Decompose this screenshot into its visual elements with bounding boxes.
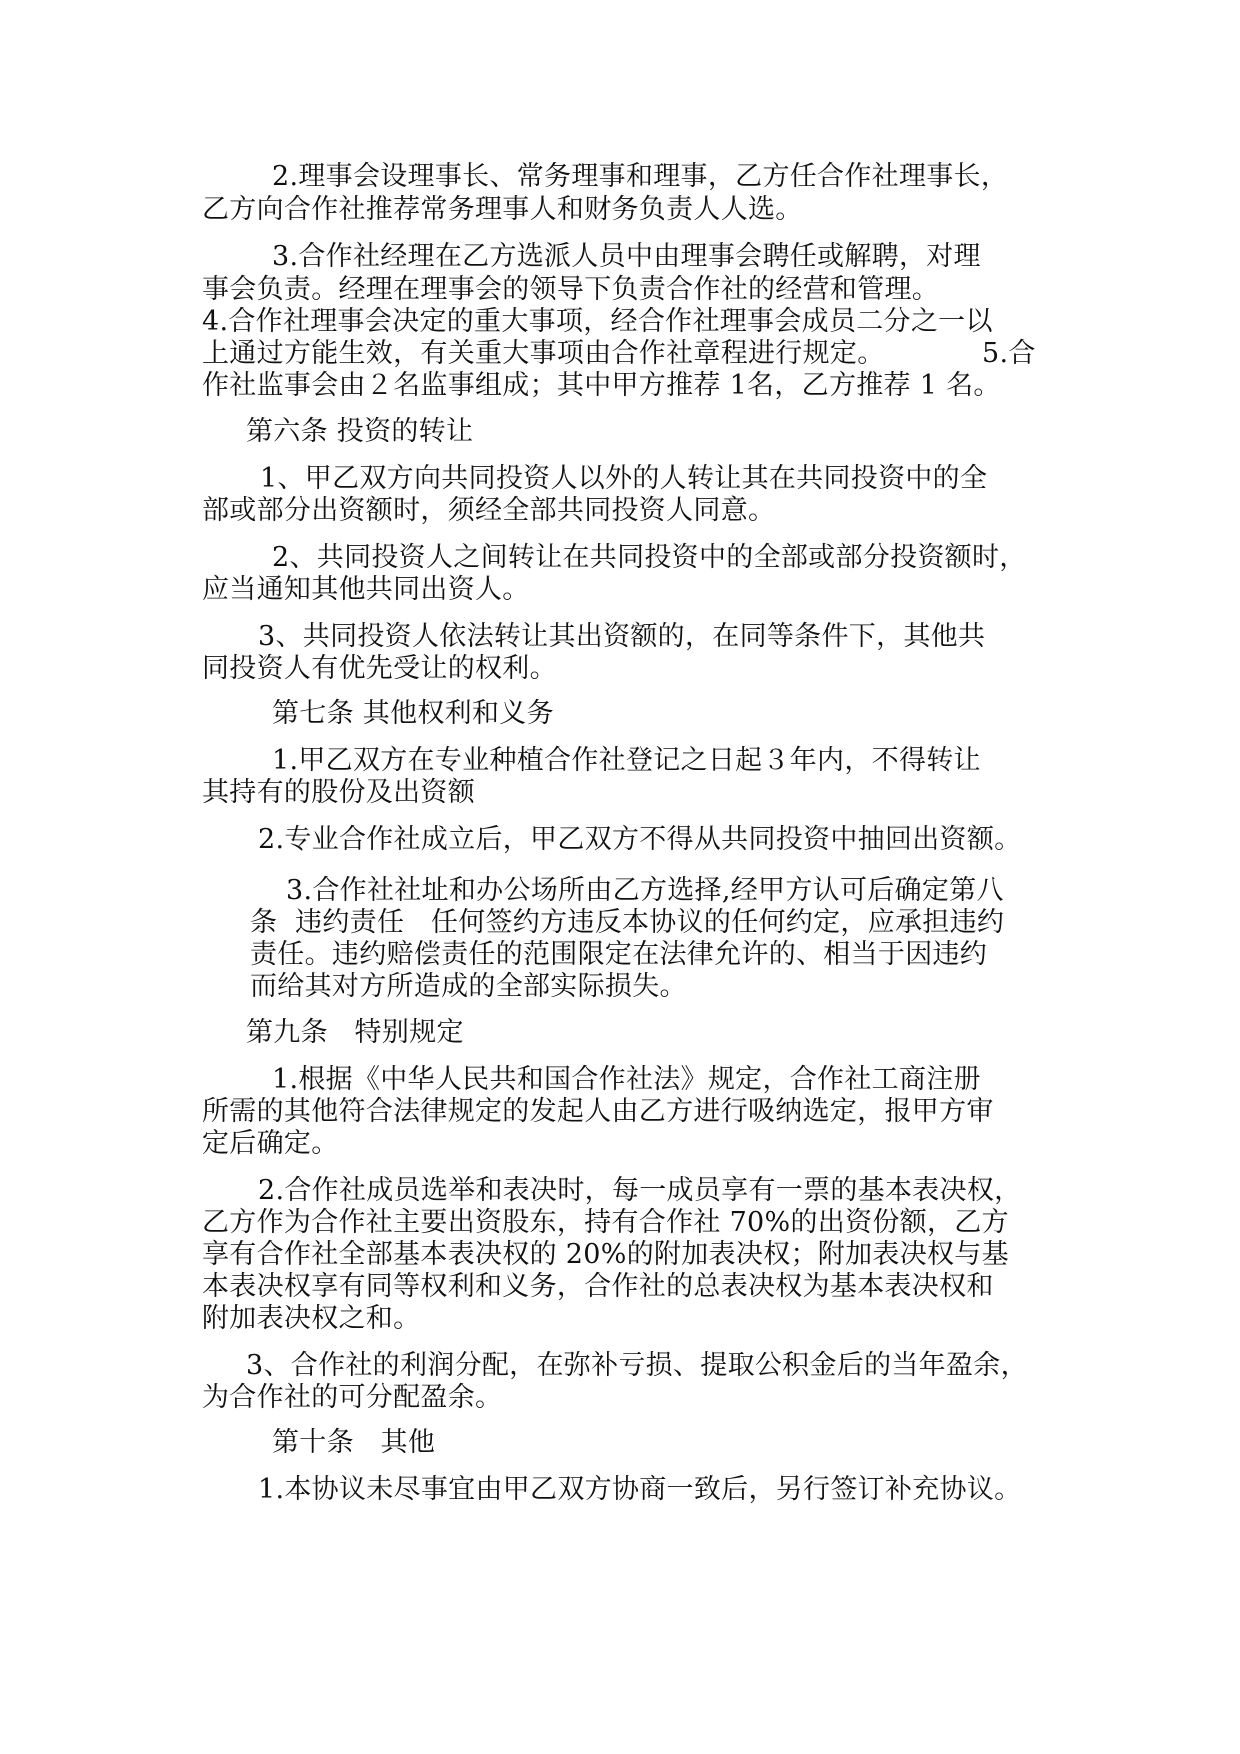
paragraph-line: 定后确定。: [202, 1128, 339, 1159]
paragraph-line: 1.本协议未尽事宜由甲乙双方协商一致后，另行签订补充协议。: [258, 1474, 1022, 1505]
paragraph-line: 2、共同投资人之间转让在共同投资中的全部或部分投资额时，: [272, 542, 1027, 573]
paragraph-line: 2.专业合作社成立后，甲乙双方不得从共同投资中抽回出资额。: [258, 824, 1022, 855]
paragraph-line: 责任。违约赔偿责任的范围限定在法律允许的、相当于因违约: [250, 939, 988, 970]
section-heading: 第十条 其他: [272, 1427, 436, 1458]
paragraph-line: 所需的其他符合法律规定的发起人由乙方进行吸纳选定，报甲方审: [202, 1096, 994, 1127]
paragraph-line: 2.理事会设理事长、常务理事和理事，乙方任合作社理事长，: [272, 161, 1009, 192]
paragraph-line: 事会负责。经理在理事会的领导下负责合作社的经营和管理。: [202, 274, 940, 305]
section-heading: 第六条 投资的转让: [246, 416, 474, 447]
paragraph-line: 4.合作社理事会决定的重大事项，经合作社理事会成员二分之一以: [202, 306, 993, 337]
paragraph-line: 1、甲乙双方向共同投资人以外的人转让其在共同投资中的全: [260, 463, 988, 494]
paragraph-line: 3.合作社经理在乙方选派人员中由理事会聘任或解聘，对理: [272, 241, 981, 272]
paragraph-line: 3、共同投资人依法转让其出资额的，在同等条件下，其他共: [258, 621, 986, 652]
paragraph-line: 乙方向合作社推荐常务理事人和财务负责人人选。: [202, 194, 803, 225]
paragraph-line: 本表决权享有同等权利和义务，合作社的总表决权为基本表决权和: [202, 1271, 994, 1302]
paragraph-line: 上通过方能生效，有关重大事项由合作社章程进行规定。: [202, 338, 885, 369]
paragraph-line: 而给其对方所造成的全部实际损失。: [250, 971, 687, 1002]
paragraph-line: 条 违约责任 任何签约方违反本协议的任何约定，应承担违约: [250, 907, 1005, 938]
paragraph-line: 2.合作社成员选举和表决时，每一成员享有一票的基本表决权，: [258, 1175, 1022, 1206]
paragraph-line: 部或部分出资额时，须经全部共同投资人同意。: [202, 495, 776, 526]
paragraph-line: 应当通知其他共同出资人。: [202, 574, 530, 605]
paragraph-line: 为合作社的可分配盈余。: [202, 1382, 503, 1413]
paragraph-line: 附加表决权之和。: [202, 1303, 421, 1334]
paragraph-line: 其持有的股份及出资额: [202, 777, 475, 808]
paragraph-line: 1.甲乙双方在专业种植合作社登记之日起３年内，不得转让: [272, 745, 981, 776]
paragraph-line: 同投资人有优先受让的权利。: [202, 653, 557, 684]
paragraph-line: 3.合作社社址和办公场所由乙方选择,经甲方认可后确定第八: [286, 875, 1004, 906]
section-heading: 第九条 特别规定: [246, 1017, 464, 1048]
paragraph-line: 3、合作社的利润分配，在弥补亏损、提取公积金后的当年盈余，: [246, 1350, 1028, 1381]
paragraph-line: 享有合作社全部基本表决权的 20%的附加表决权；附加表决权与基: [202, 1239, 1009, 1270]
paragraph-line: 乙方作为合作社主要出资股东，持有合作社 70%的出资份额，乙方: [202, 1207, 1009, 1238]
paragraph-line: 作社监事会由２名监事组成；其中甲方推荐 1名，乙方推荐 1 名。: [202, 370, 1001, 401]
paragraph-line: 1.根据《中华人民共和国合作社法》规定，合作社工商注册: [272, 1064, 981, 1095]
section-heading: 第七条 其他权利和义务: [272, 698, 554, 729]
paragraph-line: 5.合: [982, 338, 1036, 369]
